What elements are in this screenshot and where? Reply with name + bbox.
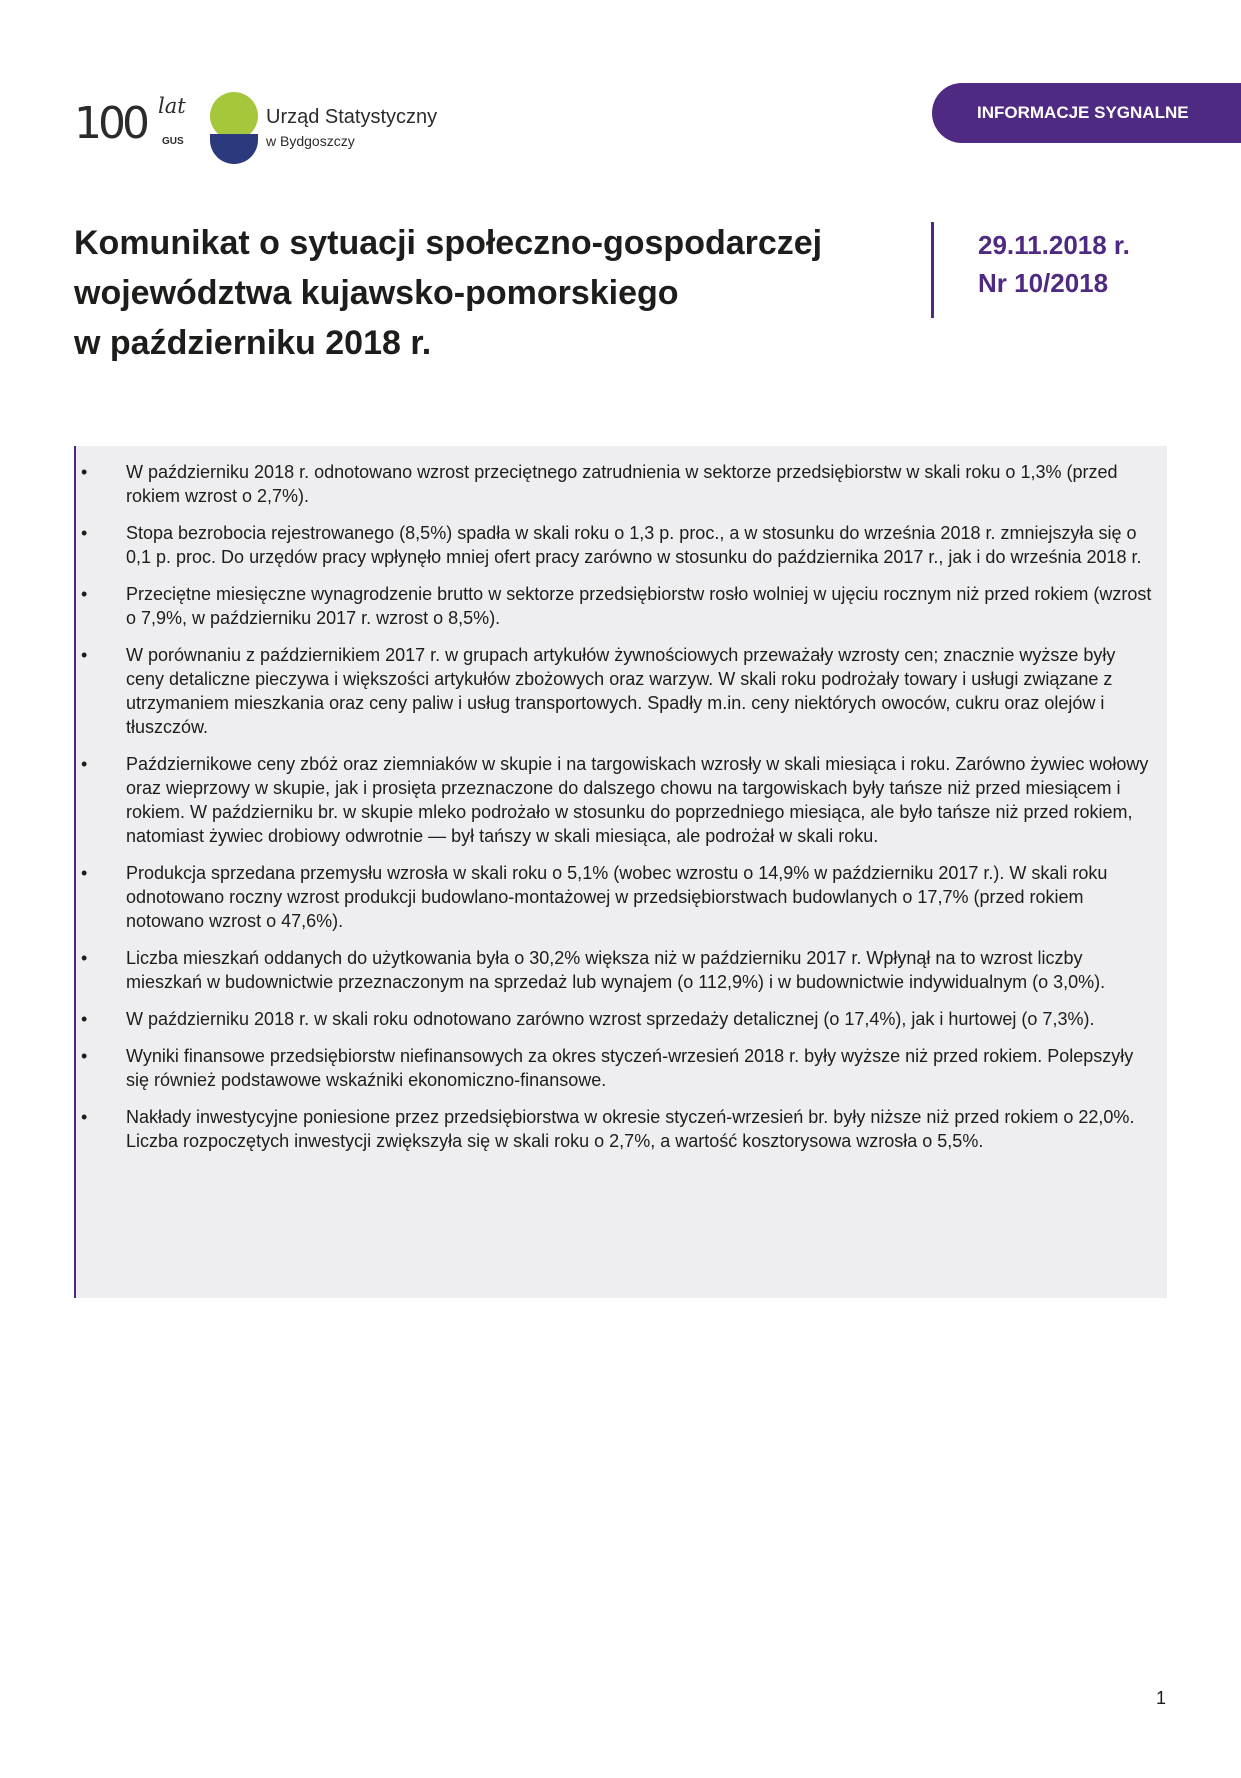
info-badge: INFORMACJE SYGNALNE: [932, 83, 1241, 143]
summary-item: • Wyniki finansowe przedsiębiorstw niefinansowych za okres styczeń-wrzesień 2018 r. były wyższe niż przed rokiem. Polepszyły się również podstawowe wskaźniki ekonomiczno-finansowe.: [76, 1044, 1155, 1092]
title-line: w październiku 2018 r.: [74, 324, 432, 362]
summary-item: • W porównaniu z październikiem 2017 r. w grupach artykułów żywnościowych przeważały wzrosty cen; znacznie wyższe były ceny detaliczne pieczywa i większości artykułów zbożowych oraz warzyw. W skali roku podrożały towary i usługi związane z utrzymaniem mieszkania oraz ceny paliw i usług transportowych. Spadły m.in. ceny niektórych owoców, cukru oraz olejów i tłuszczów.: [76, 643, 1155, 739]
page-number: 1: [1156, 1688, 1167, 1708]
summary-item: • W październiku 2018 r. w skali roku odnotowano zarówno wzrost sprzedaży detalicznej (o 17,4%), jak i hurtowej (o 7,3%).: [76, 1007, 1155, 1031]
logo-office-city: w Bydgoszczy: [266, 133, 355, 149]
title-line: Komunikat o sytuacji społeczno-gospodarczej: [74, 224, 823, 262]
summary-box: [74, 446, 1167, 1298]
title-line: województwa kujawsko-pomorskiego: [74, 274, 679, 312]
logo-gus: GUS: [162, 136, 184, 147]
summary-item: • Nakłady inwestycyjne poniesione przez przedsiębiorstwa w okresie styczeń-wrzesień br. były niższe niż przed rokiem o 22,0%. Liczba rozpoczętych inwestycji zwiększyła się w skali roku o 2,7%, a wartość kosztorysowa wzrosła o 5,5%.: [76, 1105, 1155, 1153]
logo-100: 100: [74, 98, 146, 149]
logo-emblem-icon: [208, 90, 260, 164]
gus-logo: [74, 88, 454, 168]
summary-item: • Przeciętne miesięczne wynagrodzenie brutto w sektorze przedsiębiorstw rosło wolniej w ujęciu rocznym niż przed rokiem (wzrost o 7,9%, w październiku 2017 r. wzrost o 8,5%).: [76, 582, 1155, 630]
publication-date: 29.11.2018 r.: [978, 230, 1130, 260]
summary-list: [76, 446, 1167, 1153]
summary-item: • Stopa bezrobocia rejestrowanego (8,5%) spadła w skali roku o 1,3 p. proc., a w stosunku do września 2018 r. zmniejszyła się o 0,1 p. proc. Do urzędów pracy wpłynęło mniej ofert pracy zarówno w stosunku do października 2017 r., jak i do września 2018 r.: [76, 521, 1155, 569]
page-title: [74, 218, 864, 368]
logo-lat: lat: [158, 94, 186, 118]
summary-item: • Październikowe ceny zbóż oraz ziemniaków w skupie i na targowiskach wzrosły w skali miesiąca i roku. Zarówno żywiec wołowy oraz wieprzowy w skupie, jak i prosięta przeznaczone do dalszego chowu na targowiskach były tańsze niż przed miesiącem i rokiem. W październiku br. w skupie mleko podrożało w stosunku do poprzedniego miesiąca, ale było tańsze niż przed rokiem, natomiast żywiec drobiowy odwrotnie — był tańszy w skali miesiąca, ale podrożał w skali roku.: [76, 752, 1155, 848]
publication-number: Nr 10/2018: [978, 268, 1109, 298]
summary-item: • W październiku 2018 r. odnotowano wzrost przeciętnego zatrudnienia w sektorze przedsiębiorstw w skali roku o 1,3% (przed rokiem wzrost o 2,7%).: [76, 460, 1155, 508]
logo-office-name: Urząd Statystyczny: [266, 106, 438, 128]
divider: [931, 222, 934, 318]
summary-item: • Produkcja sprzedana przemysłu wzrosła w skali roku o 5,1% (wobec wzrostu o 14,9% w październiku 2017 r.). W skali roku odnotowano roczny wzrost produkcji budowlano-montażowej w przedsiębiorstwach budowlanych o 17,7% (przed rokiem notowano wzrost o 47,6%).: [76, 861, 1155, 933]
summary-item: • Liczba mieszkań oddanych do użytkowania była o 30,2% większa niż w październiku 2017 r. Wpłynął na to wzrost liczby mieszkań w budownictwie przeznaczonym na sprzedaż lub wynajem (o 112,9%) i w budownictwie indywidualnym (o 3,0%).: [76, 946, 1155, 994]
